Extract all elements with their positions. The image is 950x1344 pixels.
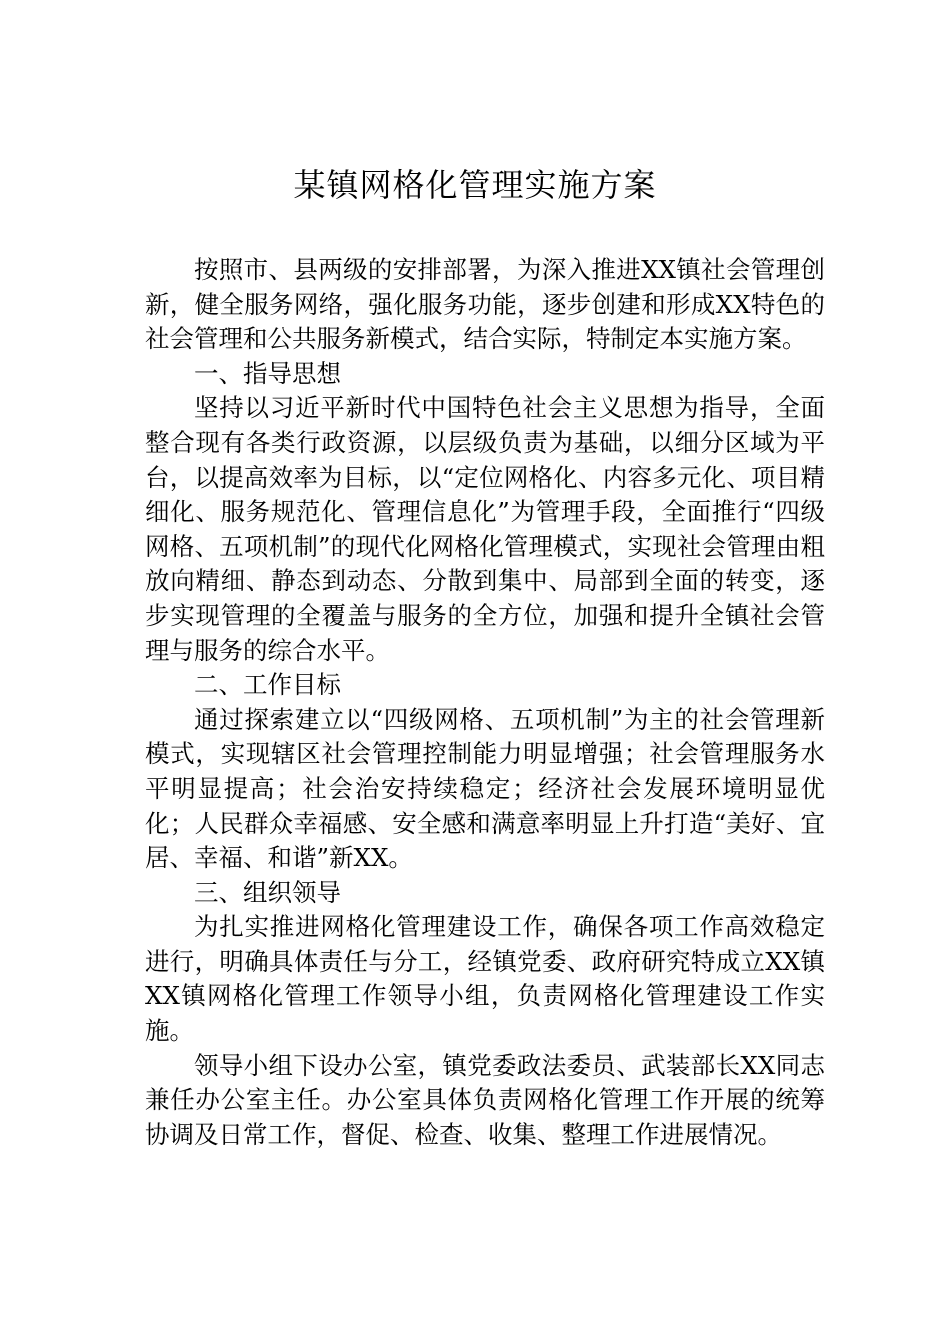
- office-paragraph: 领导小组下设办公室，镇党委政法委员、武装部长XX同志兼任办公室主任。办公室具体负责网格化管理工作开展的统筹协调及日常工作，督促、检查、收集、整理工作进展情况。: [145, 1050, 825, 1149]
- section-heading-work-goals: 二、工作目标: [194, 670, 341, 700]
- guiding-ideology-paragraph: 坚持以习近平新时代中国特色社会主义思想为指导，全面整合现有各类行政资源，以层级负责为基础，以细分区域为平台，以提高效率为目标，以“定位网格化、内容多元化、项目精细化、服务规范化、管理信息化”为管理手段，全面推行“四级网格、五项机制”的现代化网格化管理模式，实现社会管理由粗放向精细、静态到动态、分散到集中、局部到全面的转变，逐步实现管理的全覆盖与服务的全方位，加强和提升全镇社会管理与服务的综合水平。: [145, 393, 825, 665]
- leadership-paragraph: 为扎实推进网格化管理建设工作，确保各项工作高效稳定进行，明确具体责任与分工，经镇党委、政府研究特成立XX镇XX镇网格化管理工作领导小组，负责网格化管理建设工作实施。: [145, 912, 825, 1046]
- section-heading-guiding-ideology: 一、指导思想: [194, 358, 341, 388]
- intro-paragraph: 按照市、县两级的安排部署，为深入推进XX镇社会管理创新，健全服务网络，强化服务功能，逐步创建和形成XX特色的社会管理和公共服务新模式，结合实际，特制定本实施方案。: [145, 255, 825, 354]
- work-goals-paragraph: 通过探索建立以“四级网格、五项机制”为主的社会管理新模式，实现辖区社会管理控制能力明显增强；社会管理服务水平明显提高；社会治安持续稳定；经济社会发展环境明显优化；人民群众幸福感、安全感和满意率明显上升打造“美好、宜居、幸福、和谐”新XX。: [145, 704, 825, 873]
- section-heading-leadership: 三、组织领导: [194, 877, 341, 907]
- document-body: [145, 253, 825, 1152]
- document-title: 某镇网格化管理实施方案: [293, 166, 657, 204]
